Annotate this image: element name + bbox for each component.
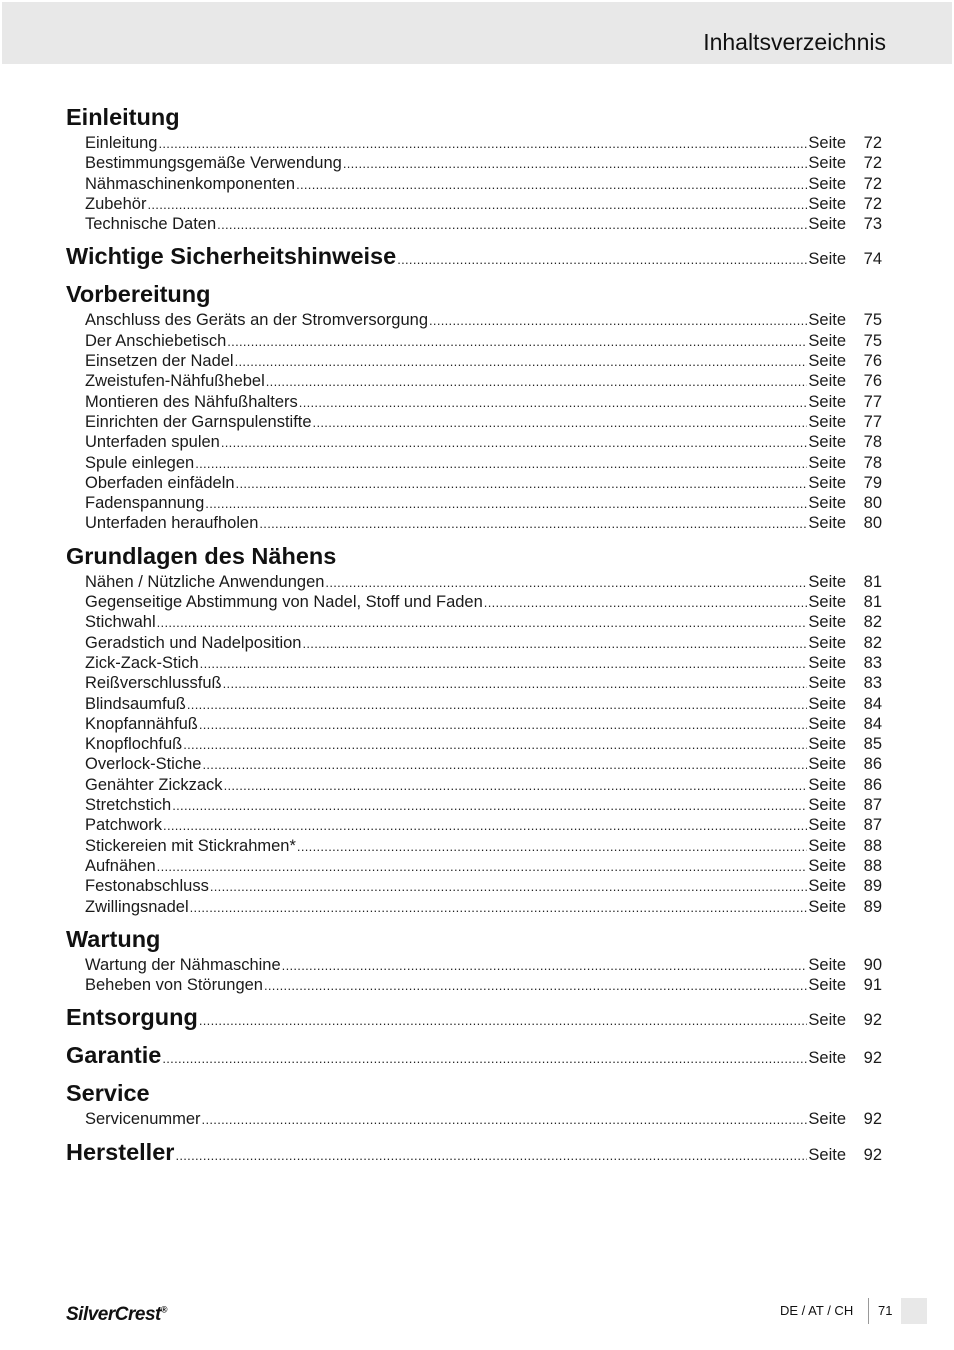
toc-entry-page: 80 (863, 514, 882, 533)
toc-entry-label: Gegenseitige Abstimmung von Nadel, Stoff und Faden (85, 593, 483, 612)
toc-section (66, 925, 882, 996)
section-title: Vorbereitung (66, 281, 211, 308)
toc-section-entry (66, 1138, 882, 1168)
page-word: Seite (808, 572, 846, 591)
toc-entry-page: 72 (863, 154, 882, 173)
toc-entry (66, 836, 882, 856)
toc-entry (66, 493, 882, 513)
toc-entry-page: 83 (863, 674, 882, 693)
toc-entry (66, 897, 882, 917)
toc-entry (66, 153, 882, 173)
page-word: Seite (808, 1145, 846, 1164)
toc-entry (66, 432, 882, 452)
toc-entry-label: Stichwahl (85, 613, 156, 632)
dot-leader (259, 513, 807, 534)
dot-leader (175, 1147, 807, 1165)
page-word: Seite (808, 836, 846, 855)
footer-tab-box (901, 1298, 927, 1324)
page-word: Seite (808, 633, 846, 652)
page-word: Seite (808, 372, 846, 391)
toc-entry (66, 734, 882, 754)
dot-leader (157, 612, 808, 633)
toc-entry-label: Zick-Zack-Stich (85, 653, 199, 672)
toc-entry-label: Zwillingsnadel (85, 897, 189, 916)
page-word: Seite (808, 194, 846, 213)
dot-leader (313, 412, 808, 433)
toc-entry-label: Patchwork (85, 816, 163, 835)
toc-entry-page: 91 (863, 976, 882, 995)
toc-entry (66, 1109, 882, 1129)
toc-entry-label: Servicenummer (85, 1110, 201, 1129)
page-word: Seite (808, 392, 846, 411)
toc-section-heading (66, 542, 882, 572)
toc-entry (66, 133, 882, 153)
toc-entry-label: Nähen / Nützliche Anwendungen (85, 572, 325, 591)
page-word: Seite (808, 694, 846, 713)
toc-entry-page: 81 (863, 572, 882, 591)
page-word: Seite (808, 877, 846, 896)
toc-entry-page: 85 (863, 735, 882, 754)
toc-entry-label: Beheben von Störungen (85, 976, 263, 995)
toc-entry (66, 214, 882, 234)
toc-entry (66, 331, 882, 351)
dot-leader (282, 955, 808, 976)
toc-entry-label: Overlock-Stiche (85, 755, 202, 774)
toc-entry (66, 975, 882, 995)
dot-leader (264, 975, 807, 996)
toc-entry-label: Aufnähen (85, 856, 156, 875)
toc-entry (66, 310, 882, 330)
page-word: Seite (808, 215, 846, 234)
dot-leader (221, 432, 808, 453)
page-word: Seite (808, 494, 846, 513)
dot-leader (223, 673, 808, 694)
toc-entry (66, 473, 882, 493)
toc-entry (66, 795, 882, 815)
dot-leader (296, 174, 807, 195)
toc-entry-page: 86 (863, 755, 882, 774)
page-header (2, 2, 952, 64)
page-word: Seite (808, 352, 846, 371)
toc-section (66, 542, 882, 917)
table-of-contents (66, 103, 882, 1176)
header-title: Inhaltsverzeichnis (703, 29, 886, 55)
toc-section (66, 1079, 882, 1129)
page-word: Seite (808, 134, 846, 152)
toc-entry-label: Stretchstich (85, 796, 172, 815)
toc-entry-label: Knopfannähfuß (85, 714, 198, 733)
dot-leader (187, 694, 808, 715)
toc-entry-page: 86 (863, 775, 882, 794)
toc-section-entry (66, 1041, 882, 1071)
page-word: Seite (808, 816, 846, 835)
toc-entry-page: 81 (863, 593, 882, 612)
section-title: Wartung (66, 925, 161, 952)
toc-entry-label: Genähter Zickzack (85, 775, 223, 794)
dot-leader (235, 351, 808, 372)
page-word: Seite (808, 433, 846, 452)
toc-entry-page: 75 (863, 311, 882, 330)
toc-section-heading (66, 1079, 882, 1109)
page-word: Seite (808, 311, 846, 330)
toc-entry-label: Geradstich und Nadelposition (85, 633, 302, 652)
dot-leader (299, 392, 808, 413)
toc-entry-label: Einleitung (85, 134, 158, 152)
page-word: Seite (808, 955, 846, 974)
toc-entry (66, 815, 882, 835)
toc-entry-label: Wartung der Nähmaschine (85, 955, 281, 974)
page-word: Seite (808, 473, 846, 492)
dot-leader (429, 310, 807, 331)
toc-entry-page: 92 (863, 1110, 882, 1129)
toc-section (66, 103, 882, 234)
toc-entry-label: Anschluss des Geräts an der Stromversorgung (85, 311, 428, 330)
toc-entry-label: Montieren des Nähfußhalters (85, 392, 298, 411)
toc-entry (66, 572, 882, 592)
dot-leader (195, 453, 807, 474)
toc-entry-label: Zweistufen-Nähfußhebel (85, 372, 265, 391)
section-title: Einleitung (66, 104, 180, 130)
dot-leader (183, 734, 807, 755)
dot-leader (200, 653, 808, 674)
toc-entry-page: 76 (863, 352, 882, 371)
dot-leader (325, 572, 807, 593)
section-title: Wichtige Sicherheitshinweise (66, 243, 397, 270)
dot-leader (397, 251, 807, 269)
toc-entry (66, 876, 882, 896)
dot-leader (202, 1109, 808, 1130)
toc-section-heading (66, 103, 882, 133)
toc-entry (66, 453, 882, 473)
toc-entry (66, 412, 882, 432)
toc-entry (66, 673, 882, 693)
page-word: Seite (808, 593, 846, 612)
page-word: Seite (808, 154, 846, 173)
page-word: Seite (808, 755, 846, 774)
page-word: Seite (808, 735, 846, 754)
toc-entry (66, 194, 882, 214)
toc-entry (66, 392, 882, 412)
toc-entry-label: Stickereien mit Stickrahmen* (85, 836, 296, 855)
toc-entry-label: Fadenspannung (85, 494, 205, 513)
toc-entry (66, 856, 882, 876)
toc-section-heading (66, 280, 882, 310)
dot-leader (162, 1050, 807, 1068)
toc-entry (66, 754, 882, 774)
toc-entry-label: Unterfaden heraufholen (85, 514, 259, 533)
toc-entry (66, 371, 882, 391)
toc-entry-label: Knopflochfuß (85, 735, 183, 754)
page-number: 71 (878, 1303, 893, 1318)
section-title: Service (66, 1080, 150, 1107)
toc-entry (66, 592, 882, 612)
footer-divider (868, 1298, 869, 1324)
dot-leader (158, 133, 807, 154)
section-title: Hersteller (66, 1138, 175, 1165)
toc-entry (66, 513, 882, 533)
page-word: Seite (808, 1049, 846, 1068)
dot-leader (302, 633, 807, 654)
toc-entry-page: 84 (863, 714, 882, 733)
dot-leader (210, 876, 808, 897)
toc-entry (66, 714, 882, 734)
toc-entry (66, 612, 882, 632)
brand-name: SilverCrest (66, 1304, 161, 1325)
toc-section-entry (66, 1003, 882, 1033)
page-word: Seite (808, 856, 846, 875)
dot-leader (236, 473, 808, 494)
toc-entry (66, 351, 882, 371)
page-word: Seite (808, 514, 846, 533)
dot-leader (202, 754, 807, 775)
section-title: Grundlagen des Nähens (66, 542, 337, 569)
toc-entry-page: 75 (863, 331, 882, 350)
page-word: Seite (808, 412, 846, 431)
dot-leader (224, 775, 808, 796)
toc-entry (66, 174, 882, 194)
dot-leader (227, 331, 807, 352)
toc-entry-label: Blindsaumfuß (85, 694, 186, 713)
toc-entry-page: 83 (863, 653, 882, 672)
toc-entry-label: Oberfaden einfädeln (85, 473, 235, 492)
page-word: Seite (808, 714, 846, 733)
page-word: Seite (808, 1110, 846, 1129)
dot-leader (199, 1012, 808, 1030)
page-word: Seite (808, 796, 846, 815)
toc-entry-page: 84 (863, 694, 882, 713)
toc-entry-label: Festonabschluss (85, 877, 209, 896)
section-title: Entsorgung (66, 1004, 198, 1031)
toc-entry-page: 72 (863, 174, 882, 193)
toc-entry-page: 79 (863, 473, 882, 492)
page-word: Seite (808, 775, 846, 794)
dot-leader (217, 214, 807, 235)
toc-section-page: 92 (863, 1049, 882, 1068)
page-word: Seite (808, 674, 846, 693)
page-word: Seite (808, 331, 846, 350)
toc-section (66, 280, 882, 533)
toc-entry-page: 78 (863, 453, 882, 472)
page-word: Seite (808, 1011, 846, 1030)
page-word: Seite (808, 613, 846, 632)
toc-section-page: 92 (863, 1145, 882, 1164)
toc-entry-page: 72 (863, 194, 882, 213)
brand-logo (66, 1304, 167, 1326)
toc-entry-page: 80 (863, 494, 882, 513)
dot-leader (343, 153, 808, 174)
toc-entry-label: Der Anschiebetisch (85, 331, 227, 350)
dot-leader (266, 371, 808, 392)
dot-leader (147, 194, 807, 215)
dot-leader (205, 493, 807, 514)
dot-leader (172, 795, 807, 816)
page-word: Seite (808, 174, 846, 193)
page-word: Seite (808, 976, 846, 995)
toc-entry-page: 72 (863, 134, 882, 152)
toc-entry-page: 90 (863, 955, 882, 974)
toc-entry (66, 653, 882, 673)
toc-entry-page: 82 (863, 613, 882, 632)
toc-entry-label: Spule einlegen (85, 453, 195, 472)
toc-entry-label: Zubehör (85, 194, 147, 213)
dot-leader (297, 836, 807, 857)
toc-section-page: 92 (863, 1011, 882, 1030)
page-word: Seite (808, 250, 846, 269)
page-word: Seite (808, 653, 846, 672)
toc-entry (66, 775, 882, 795)
toc-section-entry (66, 242, 882, 272)
toc-entry-page: 88 (863, 856, 882, 875)
page-word: Seite (808, 453, 846, 472)
toc-entry-label: Einsetzen der Nadel (85, 352, 234, 371)
toc-section-page: 74 (863, 250, 882, 269)
toc-entry (66, 694, 882, 714)
toc-entry-page: 88 (863, 836, 882, 855)
toc-entry-page: 76 (863, 372, 882, 391)
toc-entry-page: 89 (863, 877, 882, 896)
toc-entry-page: 78 (863, 433, 882, 452)
toc-entry-page: 77 (863, 392, 882, 411)
toc-entry-page: 87 (863, 796, 882, 815)
toc-section-heading (66, 925, 882, 955)
trademark-symbol: ® (160, 1304, 167, 1315)
page-word: Seite (808, 897, 846, 916)
toc-entry-page: 82 (863, 633, 882, 652)
toc-entry-page: 77 (863, 412, 882, 431)
dot-leader (163, 815, 807, 836)
dot-leader (199, 714, 808, 735)
dot-leader (190, 897, 808, 918)
toc-entry-label: Technische Daten (85, 215, 217, 234)
dot-leader (484, 592, 808, 613)
toc-entry (66, 955, 882, 975)
toc-entry-label: Reißverschlussfuß (85, 674, 222, 693)
dot-leader (157, 856, 808, 877)
toc-entry-label: Bestimmungsgemäße Verwendung (85, 154, 342, 173)
toc-entry-page: 87 (863, 816, 882, 835)
toc-entry-label: Unterfaden spulen (85, 433, 220, 452)
toc-entry-page: 89 (863, 897, 882, 916)
footer-region: DE / AT / CH (780, 1303, 854, 1318)
toc-entry (66, 633, 882, 653)
section-title: Garantie (66, 1042, 162, 1069)
toc-entry-label: Nähmaschinenkomponenten (85, 174, 296, 193)
toc-entry-label: Einrichten der Garnspulenstifte (85, 412, 312, 431)
toc-entry-page: 73 (863, 215, 882, 234)
